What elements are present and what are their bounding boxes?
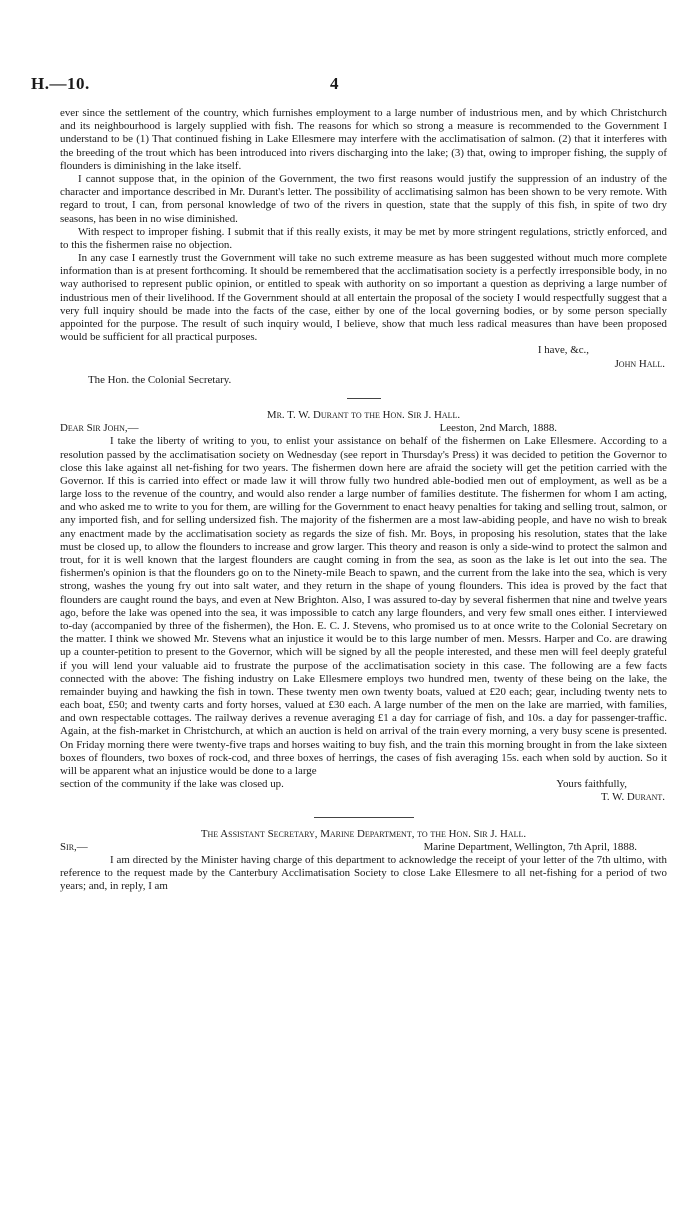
signature: John Hall. bbox=[614, 357, 665, 370]
report-reference: H.—10. bbox=[31, 74, 90, 93]
letter-durant bbox=[60, 409, 667, 805]
place-date: Marine Department, Wellington, 7th April, 1888. bbox=[423, 840, 637, 853]
paragraph: With respect to improper fishing. I submit that if this really exists, it may be met by more stringent regulations, strictly enforced, and to this the fishermen raise no objection. bbox=[60, 225, 667, 251]
closing-line bbox=[60, 778, 667, 791]
letter-heading: The Assistant Secretary, Marine Department, to the Hon. Sir J. Hall. bbox=[200, 827, 527, 840]
letter-closing: I have, &c., bbox=[537, 344, 589, 357]
letter-heading: Mr. T. W. Durant to the Hon. Sir J. Hall. bbox=[266, 408, 461, 421]
salutation: Dear Sir John,— bbox=[60, 422, 139, 435]
section-divider bbox=[347, 398, 381, 399]
signature: T. W. Durant. bbox=[601, 791, 665, 804]
letter-marine-department bbox=[60, 828, 667, 894]
page-number: 4 bbox=[330, 74, 339, 93]
letter-closing: Yours faithfully, bbox=[556, 778, 627, 791]
addressee: The Hon. the Colonial Secretary. bbox=[88, 373, 232, 386]
paragraph: In any case I earnestly trust the Government will take no such extreme measure as has been suggested without much more complete information than is at present forthcoming. It should be remembered that the acclimatisation society is a perfectly irresponsible body, in no way authorised to represent public opinion, or entitled to speak with authority on so important a question as depriving a large number of industrious men of their livelihood. If the Government should at all entertain the proposal of the society I would respectfully suggest that a very full inquiry should be made into the facts of the case, either by one of the local governing bodies, or by some person specially appointed for the purpose. The result of such inquiry would, I believe, show that much less radical measures than have been proposed would be sufficient for all practical purposes. bbox=[60, 252, 667, 344]
salutation-line bbox=[60, 422, 667, 435]
salutation: Sir,— bbox=[60, 840, 88, 853]
document-body bbox=[60, 107, 667, 894]
page-header bbox=[31, 74, 661, 96]
paragraph-last-line: section of the community if the lake was closed up. bbox=[60, 778, 284, 791]
paragraph: I cannot suppose that, in the opinion of the Government, the two first reasons would justify the suppression of an industry of the character and importance described in Mr. Durant's letter. The possibility of acclimatising salmon has been shown to be very remote. With regard to trout, I can, from personal knowledge of two of the rivers in question, state that the supply of this fish, in spite of two dry seasons, has been in no wise diminished. bbox=[60, 172, 667, 225]
salutation-line bbox=[60, 841, 667, 854]
letter-hall-continuation bbox=[60, 107, 667, 387]
paragraph: I am directed by the Minister having charge of this department to acknowledge the receipt of your letter of the 7th ultimo, with reference to the request made by the Canterbury Acclimatisation Society to close Lake Ellesmere to all net-fishing for a period of two years; and, in reply, I am bbox=[60, 853, 667, 893]
place-date: Leeston, 2nd March, 1888. bbox=[439, 422, 557, 435]
paragraph: ever since the settlement of the country, which furnishes employment to a large number of industrious men, and by which Christchurch and its neighbourhood is largely supplied with fish. The reasons for which so strong a measure is recommended to the Government I understand to be (1) That continued fishing in Lake Ellesmere may interfere with the acclimatisation of salmon. (2) that it interferes with the breeding of the trout which has been introduced into rivers discharging into the lake; (3) that, owing to improper fishing, the supply of flounders is diminishing in the lake itself. bbox=[60, 107, 667, 172]
paragraph: I take the liberty of writing to you, to enlist your assistance on behalf of the fishermen on Lake Ellesmere. According to a resolution passed by the acclimatisation society on Wednesday (see report in Thursday's Press) it was decided to petition the Governor to close this lake against all net-fishing for two years. The fishermen down here are afraid the society will get the petition carried with the Governor. If this is carried into effect or made law it will throw fully two hundred able-bodied men out of employment, as well as be a large loss to the revenue of the country, and would also render a large number of families destitute. The fishermen for whom I am acting, and who asked me to write to you for them, are willing for the Government to enact heavy penalties for taking and selling trout, salmon, or any imported fish, and for selling undersized fish. The majority of the fishermen are a most law-abiding people, and have no wish to break any enactment made by the acclimatisation society as regards the size of fish. Mr. Boys, in proposing his resolution, states that the lake must be closed up, to allow the flounders to increase and grow larger. This theory and reason is only a side-wind to protect the salmon and trout, for it is well known that the largest flounders are caught coming in from the sea, as soon as the lake is let out into the sea. The fishermen's opinion is that the flounders go on to the Ninety-mile Beach to spawn, and the current from the lake into the sea, which is very strong, washes the young fry out into salt water, and they return in the shape of young flounders. This idea is proved by the fact that flounders are caught round the bays, and even at New Brighton. Also, I was assured to-day by several fishermen that nine and twelve years ago, before the lake was opened into the sea, it was impossible to catch any large flounders, and very few small ones either. I interviewed to-day (accompanied by three of the fishermen), the Hon. E. C. J. Stevens, who promised us to at once write to the Colonial Secretary on the matter. I think we showed Mr. Stevens what an injustice it would be to this large number of men. Messrs. Harper and Co. are drawing up a counter-petition to present to the Governor, which will be signed by all the people interested, and these men will feel deeply grateful if you will lend your valuable aid to frustrate the purpose of the acclimatisation society in this case. The following are a few facts connected with the above: The fishing industry on Lake Ellesmere employs two hundred men, twenty of these being on the lake, the remainder buying and hawking the fish in town. These twenty men own twenty boats, valued at £20 each; gear, including twenty nets to each boat, £50; and twenty carts and forty horses, valued at £30 each. A large number of the men on the lake are married, with families, and own respectable cottages. The railway derives a revenue averaging £1 a day for carriage of fish, and 10s. a day for passenger-traffic. Again, at the fish-market in Christchurch, at which an auction is held on arrival of the train every morning, a very busy scene is presented. On Friday morning there were twenty-five traps and horses waiting to buy fish, and the train this morning brought in from the lake sixteen boxes of flounders, two boxes of rock-cod, and three boxes of herrings, the cases of fish averaging 15s. each when sold by auction. So it will be apparent what an injustice would be done to a large bbox=[60, 435, 667, 777]
section-divider bbox=[314, 817, 414, 818]
